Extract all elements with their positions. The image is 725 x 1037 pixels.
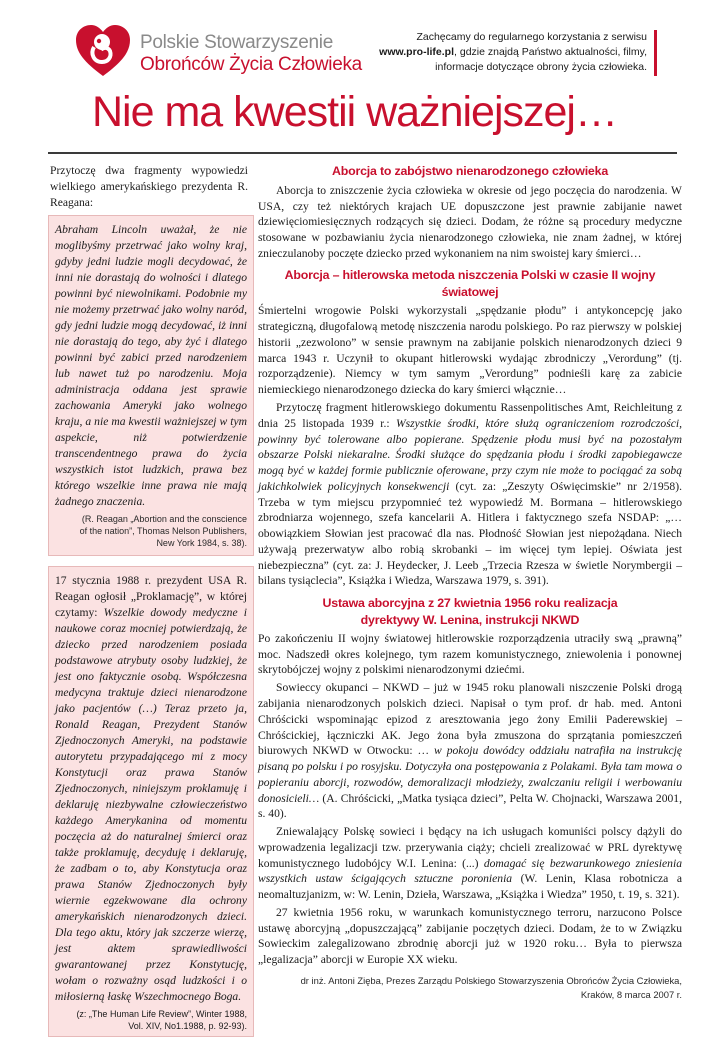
- reagan-quote-source: [55, 513, 247, 549]
- proclamation-quote: Wszelkie dowody medyczne i naukowe coraz mocniej potwierdzają, że dziecko przed narodzeniem posiada podstawowe atrybuty osoby ludzkiej, że jest ono faktycznie osobą. Współczesna medycyna traktuje dzieci nienarodzone jako pacjentów (…) Teraz przeto ja, Ronald Reagan, Prezydent Stanów Zjednoczonych Ameryki, na podstawie autorytetu przypadającego mi z mocy Konstytucji oraz prawa Stanów Zjednoczonych, niniejszym proklamuję i deklaruję niezbywalne człowieczeństwo każdego Amerykanina od momentu poczęcia aż do naturalnej śmierci oraz także proklamuję, decyduję i deklaruję, że zadbam o to, aby Konstytucja oraz prawa Stanów Zjednoczonych były wiernie egzekwowane dla ochrony amerykańskich nienarodzonych dzieci. Dla tego aktu, który jak szczerze wierzę, jest aktem sprawiedliwości gwarantowanej przez Konstytucję, wołam o rozważny osąd ludzkości i o miłosierną łaskę Wszechmocnego Boga.: [55, 606, 247, 1003]
- promo-line-2-rest: , gdzie znajdą Państwo aktualności, filmy,: [454, 45, 647, 58]
- website-promo: [347, 30, 647, 75]
- proclamation-source: [55, 1008, 247, 1033]
- paragraph-1: Aborcja to zniszczenie życia człowieka w okresie od jego poczęcia do narodzenia. W USA, czy też niektórych krajach UE dopuszczone jest prawnie zabijanie nawet dziewięciomiesięcznych rodzących się dzieci. Dodam, że różne są procedury medyczne stosowane w pozbawianiu życia nienarodzonego człowieka, nie znam żadnej, w której znieczulanoby poczęte dziecko przed wykonaniem na nim swoistej kary śmierci…: [258, 183, 682, 260]
- paragraph-5c: (A. Chróścicki, „Matka tysiąca dzieci”, Pelta W. Chojnacki, Warszawa 2001, s. 40).: [258, 791, 682, 821]
- promo-line-3: informacje dotyczące obrony życia człowieka.: [435, 60, 647, 73]
- organization-name: [140, 32, 362, 76]
- proclamation-intro: 17 stycznia 1988 r. prezydent USA R. Reagan ogłosił „Proklamację”, w której czytamy:: [55, 574, 247, 620]
- right-column: [258, 163, 682, 1001]
- paragraph-3: [258, 400, 682, 589]
- headline-divider: [48, 152, 677, 154]
- promo-accent-bar: [654, 30, 657, 76]
- paragraph-3-quote: Wszystkie środki, które służą ograniczeniom rozrodczości, powinny być tolerowane albo popierane. Spędzenie płodu musi być na pozostałym obszarze Polski niekaralne. Środki służące do spędzania płodu i środki zapobiegawcze mogą być w każdej formie publicznie oferowane, przy czym nie może to pociągać za sobą jakichkolwiek policyjnych konsekwencji: [258, 416, 682, 493]
- heading-1956-line-1: Ustawa aborcyjna z 27 kwietnia 1956 roku realizacja: [322, 596, 618, 611]
- paragraph-5-quote: w pokoju dowódcy oddziału natrafiła na instrukcję pisaną po polsku i po rosyjsku. Dotyczyła ona postępowania z Polakami. Była tam mowa o popieraniu aborcji, rozwodów, demoralizacji młodzieży, zwalczaniu religii i werbowaniu donosicieli…: [258, 744, 682, 805]
- paragraph-6c: (W. Lenin, Klasa robotnicza a neomaltuzjanizm, w: W. Lenin, Dzieła, Warszawa, „Książka i Wiedza” 1950, t. 19, s. 321).: [258, 872, 683, 902]
- org-line-1: Polskie Stowarzyszenie: [140, 32, 333, 53]
- section-heading-1956: [258, 595, 682, 629]
- source2-line-2: Vol. XIV, No1.1988, p. 92-93).: [128, 1021, 247, 1032]
- source2-line-1: (z: „The Human Life Review”, Winter 1988,: [76, 1008, 247, 1019]
- paragraph-5: [258, 680, 682, 822]
- promo-line-1: Zachęcamy do regularnego korzystania z serwisu: [416, 31, 647, 43]
- reagan-quote-box: [48, 215, 254, 556]
- heading-1956-line-2: dyrektywy W. Lenina, instrukcji NKWD: [360, 613, 580, 628]
- org-line-2: Obrońców Życia Człowieka: [140, 53, 362, 75]
- paragraph-6: [258, 824, 682, 903]
- paragraph-6a: Zniewalający Polskę sowieci i będący na ich usługach komuniści polscy dążyli do wprowadzenia legalizacji tzw. przerywania ciąży; chcieli zrealizować w PRL dyrektywę komunistycznego ludobójcy W.I. Lenina: (...): [258, 825, 682, 870]
- signature-line-1: dr inż. Antoni Zięba, Prezes Zarządu Polskiego Stowarzyszenia Obrońców Życia Człowieka,: [300, 974, 682, 986]
- source1-line-3: New York 1984, s. 38).: [156, 537, 247, 548]
- paragraph-5a: Sowieccy okupanci – NKWD – już w 1945 roku planowali niszczenie Polski drogą zabijania nienarodzonych polskich dzieci. Napisał o tym prof. dr hab. med. Antoni Chróścicki wspominając epizod z aresztowania jego żony Emilii Paderewskiej – Chróścickiej, łączniczki AK. Jego żona była zmuszona do sprzątania pomieszczeń biurowych NKWD w Otwocku: …: [258, 681, 682, 758]
- proclamation-box: [48, 566, 254, 1037]
- section-heading-hitler: Aborcja – hitlerowska metoda niszczenia Polski w czasie II wojny światowej: [284, 267, 656, 299]
- source1-line-2: of the nation”, Thomas Nelson Publishers,: [79, 525, 247, 536]
- paragraph-2: Śmiertelni wrogowie Polski wykorzystali „spędzanie płodu” i antykoncepcję jako strategiczną, długofalową metodę niszczenia narodu polskiego. Po raz pierwszy w polskiej historii „zezwolono” w sensie prawnym na zabijanie polskich nienarodzonych dzieci 9 marca 1943 r. Uczynił to okupant hitlerowski wydając zbrodniczy „Verordung” (tj. rozporządzenie). Niemcy w tym samym „Verordung” podnieśli karę za zabicie niemieckiego nienarodzonego dziecka do kary śmierci włącznie…: [258, 304, 682, 397]
- promo-line-2: [347, 45, 647, 60]
- page-headline: Nie ma kwestii ważniejszej…: [92, 88, 617, 136]
- reagan-intro: Przytoczę dwa fragmenty wypowiedzi wielkiego amerykańskiego prezydenta R. Reagana:: [50, 164, 248, 209]
- paragraph-3c: (cyt. za: „Zeszyty Oświęcimskie” nr 2/1958). Trzeba w tym miejscu przypomnieć też wypowiedź M. Bormana – hitlerowskiego zbrodniarza wojennego, szefa kancelarii A. Hitlera i faktycznego szefa NSDAP: „…obowiązkiem Słowian jest pracować dla nas. Płodność Słowian jest niepożądana. Niech używają prezerwatyw albo robią skrobanki – im więcej tym lepiej. Oświata jest niebezpieczna” (cyt. za: J. Heydecker, J. Leeb „Trzecia Rzesza w świetle Norymbergii – bilans tysiąclecia”, Książka i Wiedza, Warszawa 1979, s. 391).: [258, 479, 682, 588]
- promo-url-link[interactable]: www.pro-life.pl: [379, 45, 455, 58]
- reagan-quote-text: Abraham Lincoln uważał, że nie moglibyśmy przetrwać jako wolny kraj, gdyby jedni ludzie mogli decydować, że inni nie dorastają do wolności i dlatego powinni być niewolnikami. Podobnie my nie możemy przetrwać jako wolny naród, gdy jedni ludzie mogą decydować, iż inni nie dorastają do tego, aby żyć i dlatego powinni być zabici przed narodzeniem lub nawet tuż po narodzeniu. Moja administracja oddana jest sprawie zachowania Ameryki jako wolnego kraju, a nie ma kwestii ważniejszej w tym aspekcie, niż potwierdzenie transcendentnego prawa do życia wszystkich istot ludzkich, prawa bez którego wszelkie inne prawa nie mają żadnego znaczenia.: [55, 222, 247, 508]
- section-heading-abortion: Aborcja to zabójstwo nienarodzonego człowieka: [331, 164, 609, 178]
- author-signature: [258, 974, 682, 1001]
- source1-line-1: (R. Reagan „Abortion and the conscience: [81, 513, 247, 524]
- paragraph-3a: Przytoczę fragment hitlerowskiego dokumentu Rassenpolitisches Amt, Reichleitung z dnia 25 listopada 1939 r.:: [258, 401, 682, 430]
- signature-line-2: Kraków, 8 marca 2007 r.: [580, 988, 682, 1000]
- paragraph-6-quote: domagać się bezwarunkowego zniesienia wszystkich ustaw ścigających sztuczne poronienia: [258, 856, 682, 886]
- paragraph-4: Po zakończeniu II wojny światowej hitlerowskie rozporządzenia utraciły swą „prawną” moc. Nadszedł okres kolejnego, tym razem komunistycznego, zniewolenia i ponownej skrytobójczej wojny z polskimi nienarodzonymi dziećmi.: [258, 631, 682, 677]
- paragraph-7: 27 kwietnia 1956 roku, w warunkach komunistycznego terroru, narzucono Polsce ustawę aborcyjną „dopuszczającą” zabijanie poczętych dzieci. Dodam, że to w Związku Sowieckim zalegalizowano zbrodnię aborcji już w 1920 roku… Była to pierwsza „legalizacja” aborcji w Europie XX wieku.: [258, 905, 682, 967]
- embryo-in-heart-icon: [72, 20, 134, 82]
- left-column: [48, 163, 254, 1037]
